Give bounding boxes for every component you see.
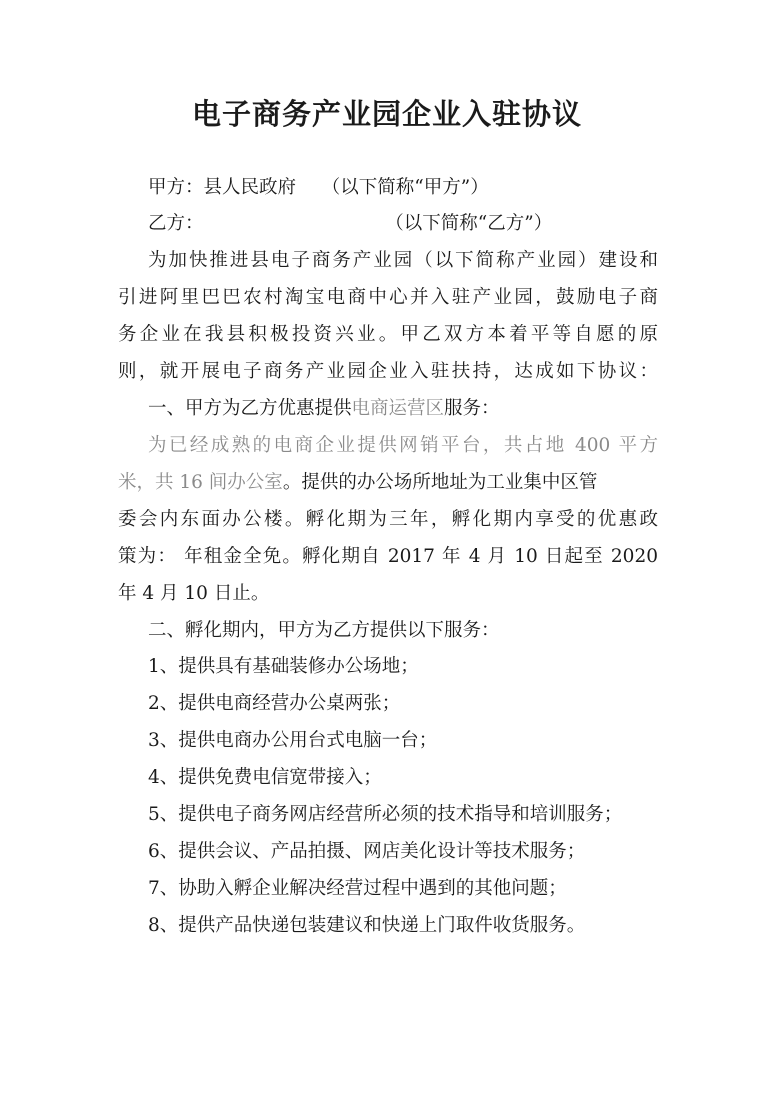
section2-heading: 二、孵化期内，甲方为乙方提供以下服务： [148,620,500,641]
party-b-note: （以下简称“乙方”） [385,213,553,234]
intro-line: 则，就开展电子商务产业园企业入驻扶持，达成如下协议： [118,361,658,382]
service-item: 1、提供具有基础装修办公场地； [148,656,419,677]
party-a-note: （以下简称“甲方”） [321,177,489,198]
section1-line [118,471,658,495]
section1-heading-highlight: 电商运营区 [351,398,445,419]
party-a-label: 甲方：县人民政府 [148,177,297,198]
service-item: 8、提供产品快递包装建议和快递上门取件收货服务。 [148,915,586,936]
section1-line-rest: 。提供的办公场所地址为工业集中区管 [282,472,598,493]
section1-line-gray: 米，共 16 间办公室 [118,472,283,493]
section1-heading-suffix: 服务： [444,398,500,419]
service-item: 5、提供电子商务网店经营所必须的技术指导和培训服务； [148,804,623,825]
section1-heading [148,397,658,421]
service-item: 3、提供电商办公用台式电脑一台； [148,730,438,751]
service-item: 6、提供会议、产品拍摄、网店美化设计等技术服务； [148,841,586,862]
service-item: 4、提供免费电信宽带接入； [148,767,382,788]
intro-line: 引进阿里巴巴农村淘宝电商中心并入驻产业园，鼓励电子商 [118,287,658,308]
document-title: 电子商务产业园企业入驻协议 [191,97,582,131]
service-item: 7、协助入孵企业解决经营过程中遇到的其他问题； [148,878,567,899]
section1-line: 策为： 年租金全免。孵化期自 2017 年 4 月 10 日起至 2020 [118,546,658,567]
party-b-label: 乙方： [148,213,204,234]
party-b-line [148,212,658,236]
section1-line: 年 4 月 10 日止。 [118,583,270,604]
intro-line: 为加快推进县电子商务产业园（以下简称产业园）建设和 [148,250,658,271]
party-a-line [148,176,658,200]
section1-heading-prefix: 一、甲方为乙方优惠提供 [148,398,352,419]
section1-line: 为已经成熟的电商企业提供网销平台，共占地 400 平方 [148,435,658,456]
service-item: 2、提供电商经营办公桌两张； [148,693,401,714]
section1-line: 委会内东面办公楼。孵化期为三年，孵化期内享受的优惠政 [118,509,658,530]
intro-line: 务企业在我县积极投资兴业。甲乙双方本着平等自愿的原 [118,324,658,345]
